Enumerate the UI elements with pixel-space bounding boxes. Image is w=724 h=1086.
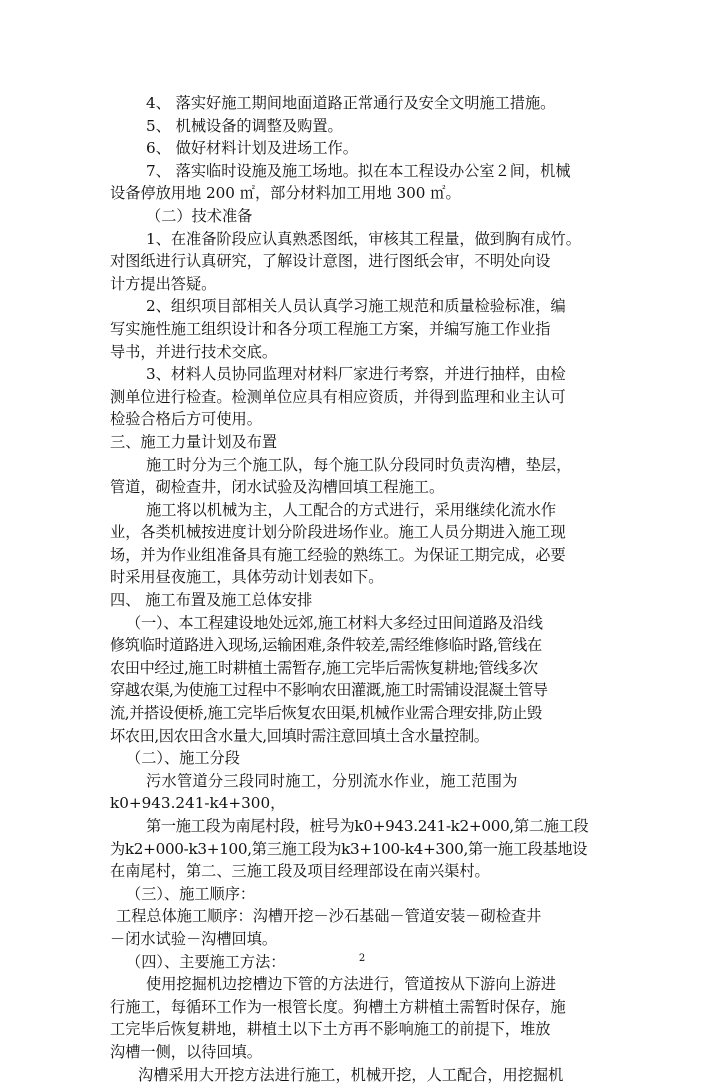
text-line: （一）、本工程建设地处远郊,施工材料大多经过田间道路及沿线 [126,613,543,632]
text-line: k0+943.241-k4+300， [110,794,286,813]
text-line: －闭水试验－沟槽回填。 [110,929,278,948]
text-line: 在南尾村，第二、三施工段及项目经理部设在南兴渠村。 [110,862,490,881]
text-line: 设备停放用地 200 ㎡，部分材料加工用地 300 ㎡。 [110,184,461,203]
text-line: 为k2+000-k3+100,第三施工段为k3+100-k4+300,第一施工段基地设 [110,839,588,858]
text-line: 沟槽一侧，以待回填。 [110,1042,262,1061]
text-line: 农田中经过,施工时耕植土需暂存,施工完毕后需恢复耕地;管线多次 [110,658,538,677]
document-body [110,92,616,1086]
text-line: 业，各类机械按进度计划分阶段进场作业。施工人员分期进入施工现 [110,523,566,542]
text-line: 污水管道分三段同时施工，分别流水作业，施工范围为 [146,771,518,790]
text-line: 计方提出答疑。 [110,274,217,293]
text-line: 施工将以机械为主，人工配合的方式进行，采用继续化流水作 [146,500,557,519]
text-line: 导书，并进行技术交底。 [110,342,278,361]
text-line: 工程总体施工顺序：沟槽开挖－沙石基础－管道安装－砌检查井 [116,907,542,926]
text-line: （三）、施工顺序： [126,884,256,903]
text-line: （二）技术准备 [146,206,253,225]
text-line: 工完毕后恢复耕地，耕植土以下土方再不影响施工的前提下，堆放 [110,1020,551,1039]
page-number: 2 [358,953,366,964]
text-line: 三、施工力量计划及布置 [110,432,278,451]
text-line: 4、 落实好施工期间地面道路正常通行及安全文明施工措施。 [146,94,556,112]
text-line: 施工时分为三个施工队，每个施工队分段同时负责沟槽，垫层， [146,455,572,474]
text-line: 2、组织项目部相关人员认真学习施工规范和质量检验标准，编 [146,297,566,316]
text-line: 6、 做好材料计划及进场工作。 [146,139,358,158]
text-line: 检验合格后方可使用。 [110,410,262,429]
text-line: （四）、主要施工方法： [126,952,286,971]
text-line: 对图纸进行认真研究，了解设计意图，进行图纸会审，不明处向设 [110,252,551,271]
text-line: 四、 施工布置及施工总体安排 [110,591,313,610]
text-line: 沟槽采用大开挖方法进行施工，机械开挖，人工配合，用挖掘机 [138,1065,564,1084]
text-line: 管道，砌检查井，闭水试验及沟槽回填工程施工。 [110,478,445,497]
text-line: 测单位进行检查。检测单位应具有相应资质，并得到监理和业主认可 [110,387,566,406]
text-line: 流,并搭设便桥,施工完毕后恢复农田渠,机械作业需合理安排,防止毁 [110,704,542,723]
text-line: 穿越农渠,为使施工过程中不影响农田灌溉,施工时需铺设混凝土管导 [110,681,548,700]
text-line: 7、 落实临时设施及施工场地。拟在本工程设办公室２间，机械 [146,161,571,180]
text-line: 修筑临时道路进入现场,运输困难,条件较差,需经维修临时路,管线在 [110,636,542,655]
text-line: 写实施性施工组织设计和各分项工程施工方案，并编写施工作业指 [110,319,551,338]
text-line: 坏农田,因农田含水量大,回填时需注意回填土含水量控制。 [110,726,489,745]
text-line: （二）、施工分段 [126,749,240,768]
text-line: 行施工，每循环工作为一根管长度。狗槽土方耕植土需暂时保存，施 [110,997,566,1016]
text-line: 5、 机械设备的调整及购置。 [146,116,343,135]
text-line: 场，并为作业组准备具有施工经验的熟练工。为保证工期完成，必要 [110,545,566,564]
text-line: 使用挖掘机边挖槽边下管的方法进行，管道按从下游向上游进 [146,975,557,994]
text-line: 第一施工段为南尾村段，桩号为k0+943.241-k2+000,第二施工段 [146,817,589,835]
text-line: 3、材料人员协同监理对材料厂家进行考察，并进行抽样，由检 [146,365,566,384]
text-line: 时采用昼夜施工，具体劳动计划表如下。 [110,568,384,587]
text-line: 1、在准备阶段应认真熟悉图纸，审核其工程量，做到胸有成竹。 [146,229,581,248]
